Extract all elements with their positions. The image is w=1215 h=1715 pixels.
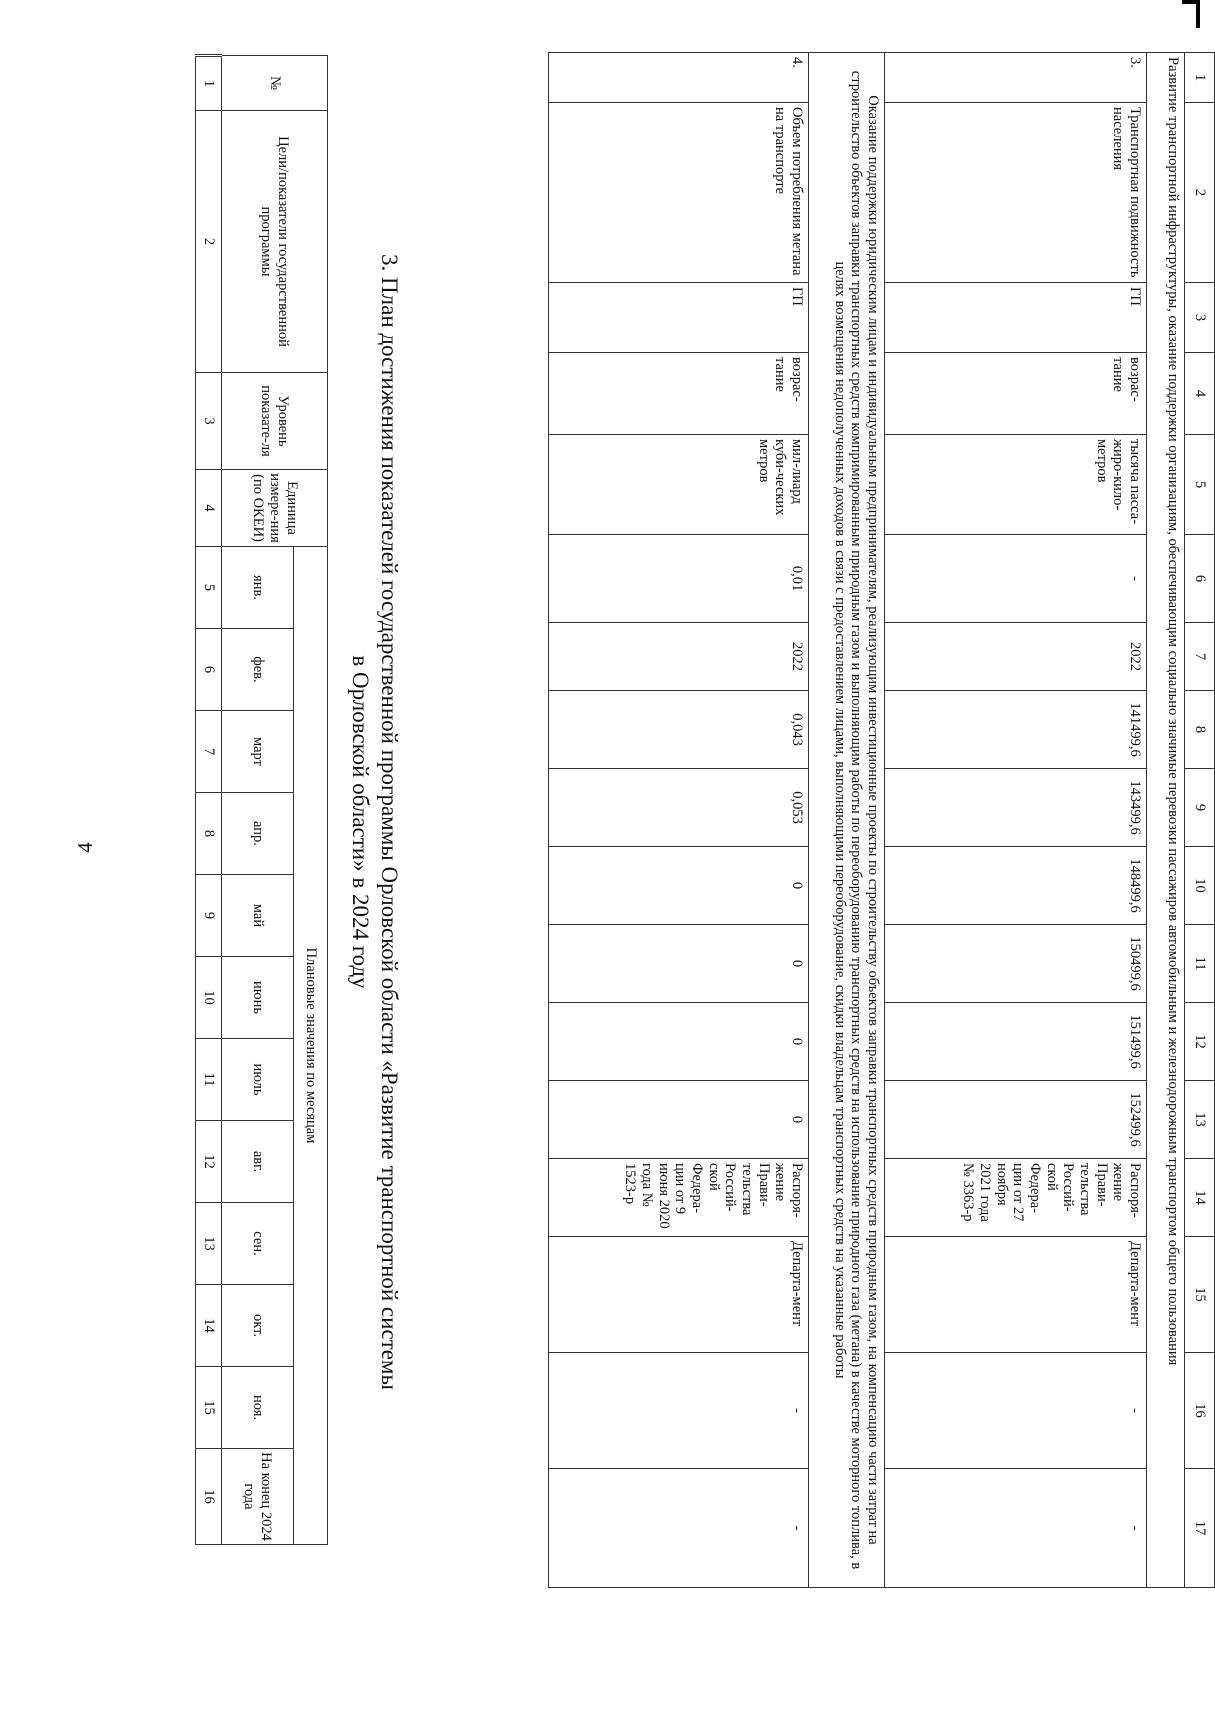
- header-cell: 15: [1185, 1237, 1215, 1353]
- header-cell: 6: [1185, 535, 1215, 623]
- page-number: 4: [72, 842, 97, 853]
- plan-header-row: [294, 56, 328, 1545]
- plan-heading: [346, 52, 404, 1592]
- header-cell: 2: [1185, 103, 1215, 283]
- number-cell: 11: [196, 1039, 222, 1121]
- number-cell: 14: [196, 1285, 222, 1367]
- header-cell: 13: [1185, 1081, 1215, 1159]
- indicator-trend: возрас-тание: [549, 353, 809, 435]
- plan-heading-line: в Орловской области» в 2024 году: [348, 655, 374, 989]
- month-header: янв.: [222, 547, 294, 629]
- month-header: окт.: [222, 1285, 294, 1367]
- value-cell: 141499,6: [885, 691, 1147, 769]
- header-cell: 17: [1185, 1469, 1215, 1588]
- indicator-name: Объем потребления метана на транспорте: [549, 103, 809, 283]
- value-cell: 0: [549, 847, 809, 925]
- responsible-cell: Департа-мент: [885, 1237, 1147, 1353]
- document-cell: Распоря-жение Прави-тельства Россий-ской Федера-ции от 27 ноября 2021 года № 3363-р: [885, 1159, 1147, 1237]
- month-header: июнь: [222, 957, 294, 1039]
- header-cell: 4: [1185, 353, 1215, 435]
- responsible-cell: Департа-мент: [549, 1237, 809, 1353]
- value-cell: 0: [549, 925, 809, 1003]
- month-header: май: [222, 875, 294, 957]
- header-cell: 16: [1185, 1353, 1215, 1469]
- header-cell: 9: [1185, 769, 1215, 847]
- header-cell: 12: [1185, 1003, 1215, 1081]
- section-row: [809, 53, 885, 1588]
- value-cell: 0,053: [549, 769, 809, 847]
- plan-number-row: [196, 56, 222, 1545]
- month-header: авг.: [222, 1121, 294, 1203]
- indicator-level: ГП: [885, 283, 1147, 353]
- header-cell: 8: [1185, 691, 1215, 769]
- number-cell: 10: [196, 957, 222, 1039]
- month-header: ноя.: [222, 1367, 294, 1449]
- number-cell: 7: [196, 711, 222, 793]
- number-cell: 8: [196, 793, 222, 875]
- number-cell: 1: [196, 56, 222, 111]
- header-cell: 7: [1185, 623, 1215, 691]
- header-cell: 11: [1185, 925, 1215, 1003]
- number-cell: 9: [196, 875, 222, 957]
- dash-cell: -: [885, 1353, 1147, 1469]
- row-number: 4.: [549, 53, 809, 103]
- section-row: [1147, 53, 1185, 1588]
- section-title: Развитие транспортной инфраструктуры, оказание поддержки организациям, обеспечивающим социально значимые перевозки пассажиров автомобильным и железнодорожным транспортом общего пользования: [1147, 53, 1185, 1588]
- value-cell: 143499,6: [885, 769, 1147, 847]
- value-cell: 150499,6: [885, 925, 1147, 1003]
- indicator-unit: тысяча пасса-жиро-кило-метров: [885, 435, 1147, 535]
- plan-heading-line: 3. План достижения показателей государственной программы Орловской области «Развитие транспортной системы: [377, 254, 402, 1390]
- table-row: [885, 53, 1147, 1588]
- dash-cell: -: [549, 1469, 809, 1588]
- monthly-plan-table: [195, 54, 328, 1545]
- table-row: [549, 53, 809, 1588]
- value-cell: 0: [549, 1081, 809, 1159]
- col-plan-header: Плановые значения по месяцам: [294, 547, 328, 1545]
- value-cell: 0: [549, 1003, 809, 1081]
- section-title: Оказание поддержки юридическим лицам и индивидуальным предпринимателям, реализующим инвестиционные проекты по строительству объектов заправки транспортных средств природным газом, на компенсацию части затрат на строительство объектов заправки транспортных средств компримированным природным газом и выполняющим работы по переоборудованию транспортных средств на использование природного газа (метана) в качестве моторного топлива, в целях возмещения недополученных доходов в связи с предоставлением лицами, выполняющими переоборудование, скидки владельцам транспортных средств на указанные работы: [809, 53, 885, 1588]
- month-header: фев.: [222, 629, 294, 711]
- number-cell: 5: [196, 547, 222, 629]
- month-header: апр.: [222, 793, 294, 875]
- rotated-page-content: [175, 52, 1215, 1592]
- indicator-level: ГП: [549, 283, 809, 353]
- value-cell: 152499,6: [885, 1081, 1147, 1159]
- year-end-header: На конец 2024 года: [222, 1449, 294, 1545]
- row-number: 3.: [885, 53, 1147, 103]
- indicators-table: [548, 52, 1215, 1588]
- value-cell: 148499,6: [885, 847, 1147, 925]
- base-year: 2022: [885, 623, 1147, 691]
- number-cell: 4: [196, 470, 222, 547]
- col-goal-header: Цели/показатели государственной программы: [222, 111, 328, 373]
- number-cell: 13: [196, 1203, 222, 1285]
- number-cell: 2: [196, 111, 222, 373]
- month-header: июль: [222, 1039, 294, 1121]
- header-cell: 14: [1185, 1159, 1215, 1237]
- value-cell: 151499,6: [885, 1003, 1147, 1081]
- number-cell: 3: [196, 373, 222, 470]
- number-cell: 6: [196, 629, 222, 711]
- dash-cell: -: [549, 1353, 809, 1469]
- value-cell: 0,043: [549, 691, 809, 769]
- col-number-header: №: [222, 56, 328, 111]
- corner-mark: [1182, 0, 1200, 28]
- col-level-header: Уровень показате-ля: [222, 373, 328, 470]
- header-cell: 3: [1185, 283, 1215, 353]
- base-year: 2022: [549, 623, 809, 691]
- base-value: -: [885, 535, 1147, 623]
- month-header: сен.: [222, 1203, 294, 1285]
- number-cell: 15: [196, 1367, 222, 1449]
- indicator-trend: возрас-тание: [885, 353, 1147, 435]
- month-header: март: [222, 711, 294, 793]
- number-cell: 16: [196, 1449, 222, 1545]
- document-cell: Распоря-жение Прави-тельства Россий-ской Федера-ции от 9 июня 2020 года № 1523-р: [549, 1159, 809, 1237]
- indicator-name: Транспортная подвижность населения: [885, 103, 1147, 283]
- indicator-unit: мил-лиард куби-ческих метров: [549, 435, 809, 535]
- number-cell: 12: [196, 1121, 222, 1203]
- header-cell: 1: [1185, 53, 1215, 103]
- table-header-row: [1185, 53, 1215, 1588]
- header-cell: 10: [1185, 847, 1215, 925]
- base-value: 0,01: [549, 535, 809, 623]
- col-unit-header: Единица измере-ния (по ОКЕИ): [222, 470, 328, 547]
- dash-cell: -: [885, 1469, 1147, 1588]
- header-cell: 5: [1185, 435, 1215, 535]
